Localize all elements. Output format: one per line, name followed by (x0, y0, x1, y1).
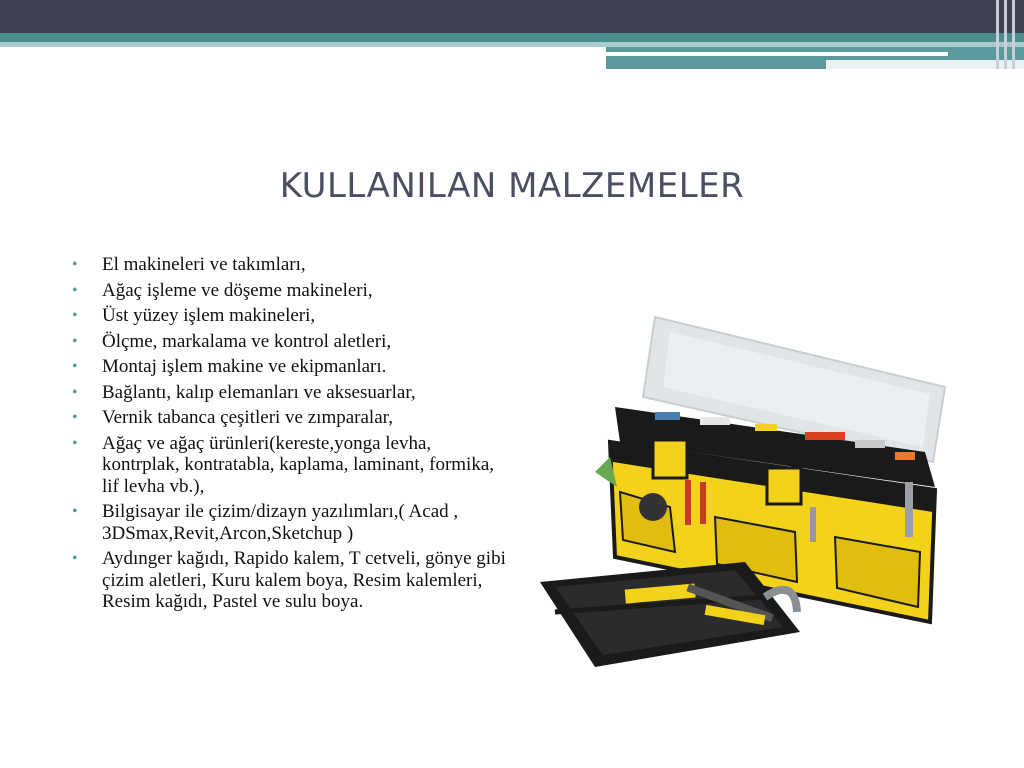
bullet-item (72, 382, 512, 404)
bullet-dot-icon: • (72, 434, 78, 452)
bullet-item (72, 305, 512, 327)
bullet-text: Bağlantı, kalıp elemanları ve aksesuarlar, (102, 381, 416, 403)
bullet-text: Aydınger kağıdı, Rapido kalem, T cetveli, gönye gibi çizim aletleri, Kuru kalem boya, Resim kalemleri, Resim kağıdı, Pastel ve sulu boya. (102, 548, 506, 612)
bullet-dot-icon: • (72, 281, 78, 299)
bullet-dot-icon: • (72, 332, 78, 350)
header-band (0, 0, 1024, 33)
bullet-item (72, 254, 512, 276)
header-divider (996, 0, 999, 69)
bullet-dot-icon: • (72, 383, 78, 401)
header-right-light (826, 60, 1024, 69)
bullet-item (72, 501, 512, 544)
toolbox-icon (535, 312, 955, 707)
bullet-text: El makineleri ve takımları, (102, 254, 306, 275)
header-accent (0, 33, 1024, 42)
bullet-dot-icon: • (72, 307, 78, 324)
bullet-text: Vernik tabanca çeşitleri ve zımparalar, (102, 407, 393, 428)
bullet-text: Üst yüzey işlem makineleri, (102, 305, 316, 326)
bullet-text: Ağaç işleme ve döşeme makineleri, (102, 279, 373, 301)
bullet-item (72, 407, 512, 429)
slide-title: KULLANILAN MALZEMELER (279, 166, 745, 206)
bullet-item (72, 356, 512, 378)
bullet-dot-icon: • (72, 358, 78, 375)
bullet-dot-icon: • (72, 409, 78, 426)
bullet-list (72, 254, 512, 617)
header-divider (1012, 0, 1015, 69)
bullet-text: Ağaç ve ağaç ürünleri(kereste,yonga levha, kontrplak, kontratabla, kaplama, laminant, formika, lif levha vb.), (102, 432, 495, 497)
bullet-text: Bilgisayar ile çizim/dizayn yazılımları,( Acad , 3DSmax,Revit,Arcon,Sketchup ) (102, 501, 459, 544)
header-right-line (606, 52, 948, 56)
bullet-dot-icon: • (72, 256, 78, 273)
bullet-item (72, 433, 512, 498)
bullet-item (72, 331, 512, 353)
bullet-text: Ölçme, markalama ve kontrol aletleri, (102, 330, 392, 352)
bullet-text: Montaj işlem makine ve ekipmanları. (102, 356, 387, 377)
header-divider (1004, 0, 1007, 69)
bullet-item (72, 280, 512, 302)
bullet-dot-icon: • (72, 550, 78, 567)
bullet-dot-icon: • (72, 503, 78, 520)
bullet-item (72, 548, 512, 613)
